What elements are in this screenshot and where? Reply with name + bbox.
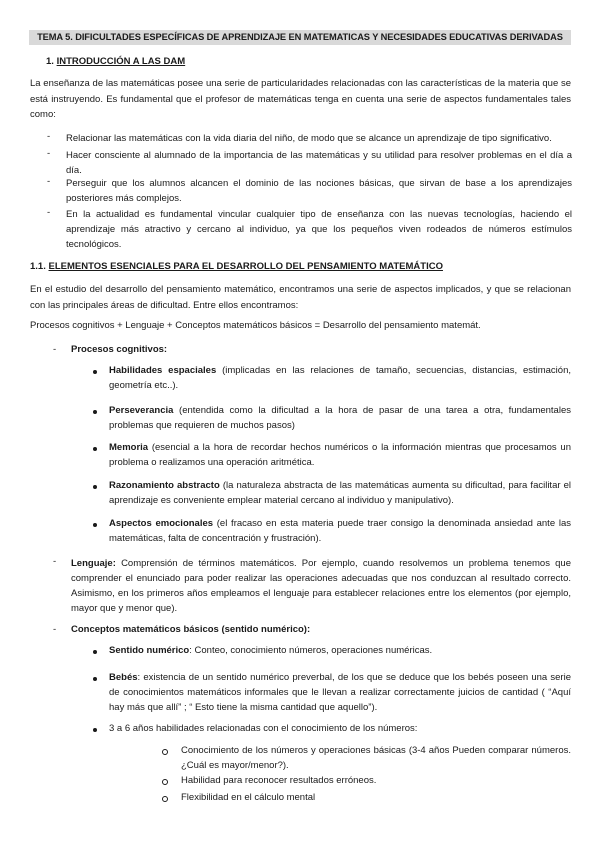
bullet-dot — [93, 728, 97, 732]
sub-item: Habilidad para reconocer resultados erróneos. — [181, 775, 377, 786]
item-term: Sentido numérico — [109, 645, 190, 656]
circle-bullet — [162, 749, 168, 755]
item-term: Memoria — [109, 442, 149, 453]
cognitive-item — [109, 478, 571, 508]
document-title: TEMA 5. DIFICULTADES ESPECÍFICAS DE APRENDIZAJE EN MATEMATICAS Y NECESIDADES EDUCATIVAS DERIVADAS — [29, 30, 571, 45]
dash-bullet: - — [53, 556, 57, 567]
dash-bullet: - — [47, 148, 51, 159]
item-term: Aspectos emocionales — [109, 518, 214, 529]
item-term: Razonamiento abstracto — [109, 480, 220, 491]
section-1-heading — [46, 56, 185, 67]
bullet-dot — [93, 650, 97, 654]
item-term: Perseverancia — [109, 405, 174, 416]
sub-item: Flexibilidad en el cálculo mental — [181, 792, 316, 803]
cognitive-item — [109, 516, 571, 546]
sub-item: Conocimiento de los números y operaciones básicas (3-4 años Pueden comparar números. ¿Cuál es mayor/menor?). — [181, 745, 571, 771]
section-1-1-heading — [30, 261, 443, 272]
item-text: : existencia de un sentido numérico preverbal, de los que se deduce que los bebés poseen una serie de conocimientos matemáticos informales que le llevan a realizar correctamente juicios de cantidad ( “Aquí hay más que allí” ; “ Esto tiene la misma cantidad que aquello”). — [109, 672, 571, 713]
cognitive-label: Procesos cognitivos: — [71, 344, 168, 355]
dash-bullet: - — [53, 344, 57, 355]
item-text: : Conteo, conocimiento números, operaciones numéricas. — [189, 645, 433, 656]
language-item — [71, 556, 571, 616]
section-1-1-intro: En el estudio del desarrollo del pensamiento matemático, encontramos una serie de aspectos implicados, y que se relacionan con las principales áreas de dificultad. Entre ellos encontramos: — [30, 284, 571, 311]
item-term: Bebés — [109, 672, 138, 683]
cognitive-item — [109, 440, 571, 470]
formula-line: Procesos cognitivos + Lenguaje + Conceptos matemáticos básicos = Desarrollo del pensamiento matemát. — [30, 320, 481, 331]
item-text: (entendida como la dificultad a la hora de pasar de una tarea a otra, fundamentales problemas que requieren de muchos pasos) — [109, 405, 571, 431]
section-1-1-number: 1.1. — [30, 261, 46, 272]
concept-item — [109, 721, 571, 736]
item-text: (esencial a la hora de recordar hechos numéricos o la información mientras que procesamos un problema o realizamos una operación aritmética. — [109, 442, 571, 468]
circle-bullet — [162, 779, 168, 785]
item-term: Habilidades espaciales — [109, 365, 217, 376]
dash-bullet: - — [47, 131, 51, 142]
bullet-dot — [93, 485, 97, 489]
concept-item — [109, 670, 571, 715]
bullet-dot — [93, 410, 97, 414]
cognitive-item — [109, 403, 571, 433]
item-text: (implicadas en las relaciones de tamaño, secuencias, distancias, estimación, geometría etc..). — [109, 365, 571, 391]
bullet-dot — [93, 677, 97, 681]
item-text: 3 a 6 años habilidades relacionadas con el conocimiento de los números: — [109, 723, 418, 734]
item-text: (la naturaleza abstracta de las matemáticas aumenta su dificultad, para facilitar el aprendizaje es conveniente emplear material cercano al individuo y manipulativo). — [109, 480, 572, 506]
section-1-1-title: ELEMENTOS ESENCIALES PARA EL DESARROLLO DEL PENSAMIENTO MATEMÁTICO — [48, 261, 443, 272]
language-text: Comprensión de términos matemáticos. Por ejemplo, cuando resolvemos un problema tenemos que comprender el enunciado para poder realizar las operaciones adecuadas que nos conduzcan al resultado correcto. Asimismo, en los primeros años empleamos el lenguaje para establecer relaciones entre los elementos (por ejemplo, mayor que y menor que). — [71, 558, 571, 614]
concept-item — [109, 643, 571, 658]
list-item: Hacer consciente al alumnado de la importancia de las matemáticas y su utilidad para resolver problemas en el día a día. — [66, 150, 572, 176]
circle-bullet — [162, 796, 168, 802]
dash-bullet: - — [53, 624, 57, 635]
concepts-label: Conceptos matemáticos básicos (sentido numérico): — [71, 624, 311, 635]
section-1-title: INTRODUCCIÓN A LAS DAM — [56, 56, 186, 67]
list-item: En la actualidad es fundamental vincular cualquier tipo de enseñanza con las nuevas tecnologías, haciendo el aprendizaje más atractivo y cercano al individuo, ya que los pequeños viven rodeados de números estímulos tecnológicos. — [66, 209, 572, 250]
item-text: (el fracaso en esta materia puede traer consigo la denominada ansiedad ante las matemáticas, falta de concentración y frustración). — [109, 518, 571, 544]
cognitive-item — [109, 363, 571, 393]
dash-bullet: - — [47, 207, 51, 218]
bullet-dot — [93, 523, 97, 527]
section-1-intro: La enseñanza de las matemáticas posee una serie de particularidades relacionadas con las características de la materia que se está instruyendo. Es fundamental que el profesor de matemáticas tenga en cuenta una serie de aspectos fundamentales tales como: — [30, 78, 571, 120]
section-1-number: 1. — [46, 56, 54, 67]
bullet-dot — [93, 447, 97, 451]
language-label: Lenguaje: — [71, 558, 116, 569]
list-item: Perseguir que los alumnos alcancen el dominio de las nociones básicas, que sirvan de base a los aprendizajes posteriores más complejos. — [66, 178, 572, 204]
bullet-dot — [93, 370, 97, 374]
list-item: Relacionar las matemáticas con la vida diaria del niño, de modo que se alcance un aprendizaje de tipo significativo. — [66, 133, 552, 144]
dash-bullet: - — [47, 176, 51, 187]
